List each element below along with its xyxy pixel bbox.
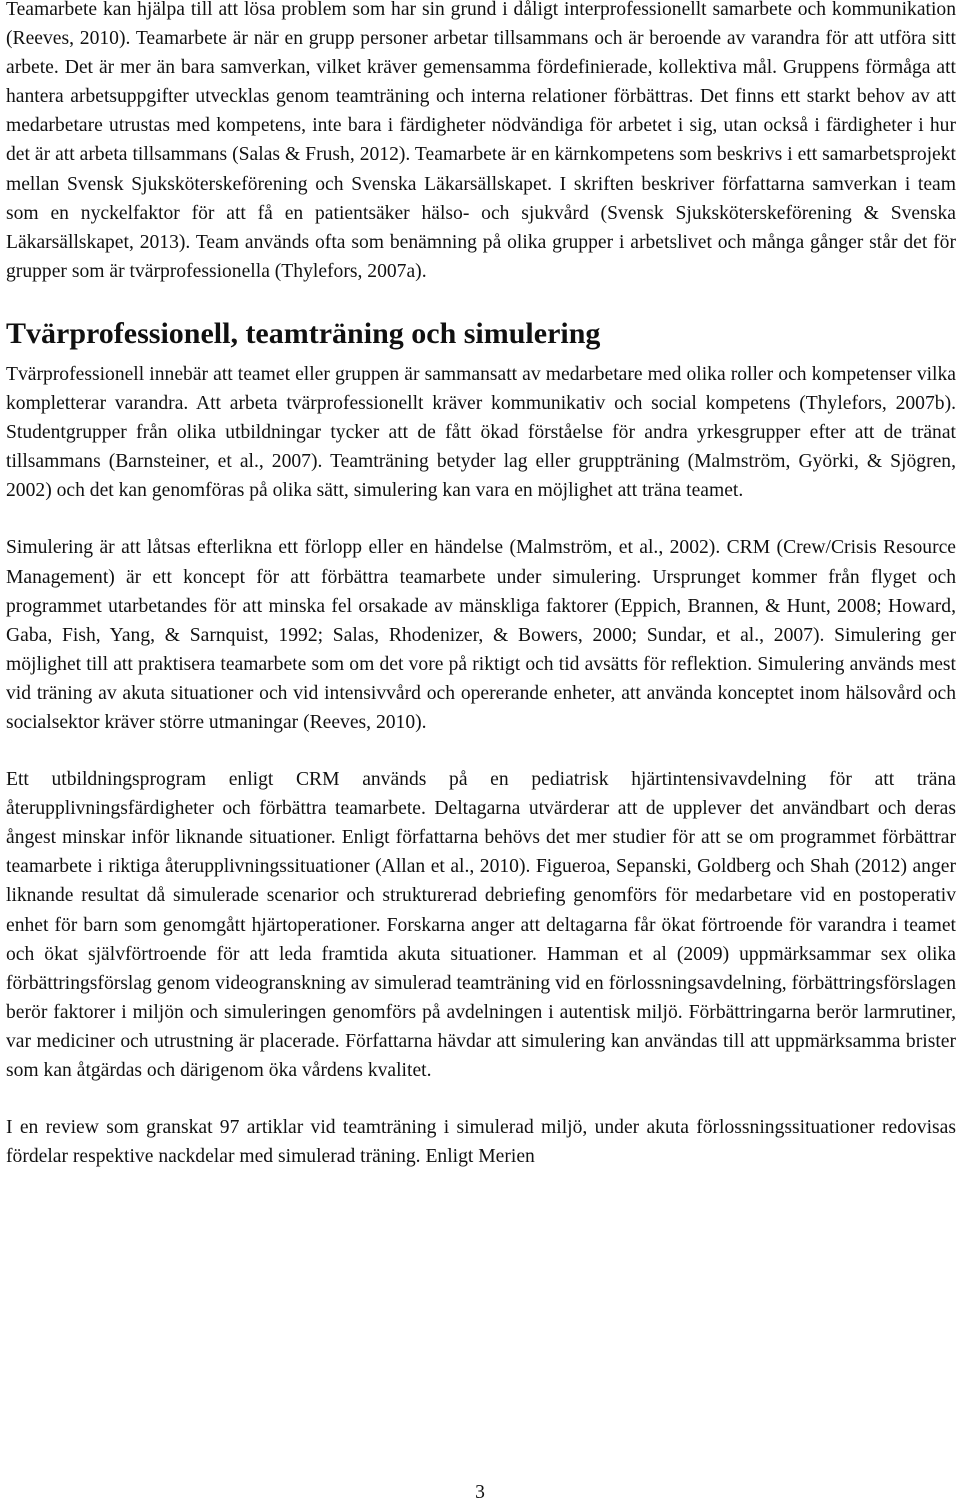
paragraph-crm-program: Ett utbildningsprogram enligt CRM används på en pediatrisk hjärtintensivavdelning för att träna återupplivningsfärdigheter och förbättra teamarbete. Deltagarna utvärderar att de upplever det användbart och deras ångest minskar inför liknande situationer. Enligt författarna behövs det mer studier för att se om programmet förbättrar teamarbete i riktiga återupplivningssituationer (Allan et al., 2010). Figueroa, Sepanski, Goldberg och Shah (2012) anger liknande resultat då simulerade scenarior och strukturerad debriefing genomförs för medarbetare vid en postoperativ enhet för barn som genomgått hjärtoperationer. Forskarna anger att deltagarna får ökat förtroende för varandra i teamet och ökat självförtroende för att leda framtida akuta situationer. Hamman et al (2009) uppmärksammar sex olika förbättringsförslag genom videogranskning av simulerad teamträning vid en förlossningsavdelning, förbättringsförslagen berör faktorer i miljön och simuleringen genomförs på avdelningen i autentisk miljö. Förbättringarna berör larmrutiner, var mediciner och utrustning är placerade. Författarna hävdar att simulering kan användas till att uppmärksamma brister som kan åtgärdas och därigenom öka vårdens kvalitet. xyxy=(6,769,956,1081)
paragraph-simulering: Simulering är att låtsas efterlikna ett förlopp eller en händelse (Malmström, et al., 2002). CRM (Crew/Crisis Resource Management) är ett koncept för att förbättra teamarbete under simulering. Ursprunget kommer från flyget och programmet utarbetandes för att minska fel orsakade av mänskliga faktorer (Eppich, Brannen, & Hunt, 2008; Howard, Gaba, Fish, Yang, & Sarnquist, 1992; Salas, Rhodenizer, & Bowers, 2000; Sundar, et al., 2007). Simulering ger möjlighet till att praktisera teamarbete som om det vore på riktigt och tid avsätts för reflektion. Simulering används mest vid träning av akuta situationer och vid intensivvård och opererande enheter, att använda konceptet inom hälsovård och socialsektor kräver större utmaningar (Reeves, 2010). xyxy=(6,537,956,733)
paragraph-tvarprofessionell: Tvärprofessionell innebär att teamet eller gruppen är sammansatt av medarbetare med olika roller och kompetenser vilka kompletterar varandra. Att arbeta tvärprofessionellt kräver kommunikativ och social kompetens (Thylefors, 2007b). Studentgrupper från olika utbildningar tycker att de fått ökad förståelse för andra yrkesgrupper efter att de tränat tillsammans (Barnsteiner, et al., 2007). Teamträning betyder lag eller gruppträning (Malmström, Györki, & Sjögren, 2002) och det kan genomföras på olika sätt, simulering kan vara en möjlighet att träna teamet. xyxy=(6,363,956,502)
intro-paragraph: Teamarbete kan hjälpa till att lösa problem som har sin grund i dåligt interprofessionellt samarbete och kommunikation (Reeves, 2010). Teamarbete är när en grupp personer arbetar tillsammans och är beroende av varandra för att utföra sitt arbete. Det är mer än bara samverkan, vilket kräver gemensamma fördefinierade, kollektiva mål. Gruppens förmåga att hantera arbetsuppgifter utvecklas genom teamträning och interna relationer förbättras. Det finns ett starkt behov av att medarbetare utrustas med kompetens, inte bara i färdigheter nödvändiga för arbetet i sig, utan också i färdigheter i hur det är att arbeta tillsammans (Salas & Frush, 2012). Teamarbete är en kärnkompetens som beskrivs i ett samarbetsprojekt mellan Svensk Sjuksköterskeförening och Svenska Läkarsällskapet. I skriften beskriver författarna samverkan i team som en nyckelfaktor för att få en patientsäker hälso- och sjukvård (Svensk Sjuksköterskeförening & Svenska Läkarsällskapet, 2013). Team används ofta som benämning på olika grupper i arbetslivet och många gånger står det för grupper som är tvärprofessionella (Thylefors, 2007a). xyxy=(6,0,956,282)
document-page xyxy=(6,0,956,1171)
section-heading: Tvärprofessionell, teamträning och simulering xyxy=(6,316,601,350)
paragraph-review: I en review som granskat 97 artiklar vid teamträning i simulerad miljö, under akuta förlossningssituationer redovisas fördelar respektive nackdelar med simulerad träning. Enligt Merien xyxy=(6,1117,956,1168)
page-number: 3 xyxy=(475,1482,485,1503)
